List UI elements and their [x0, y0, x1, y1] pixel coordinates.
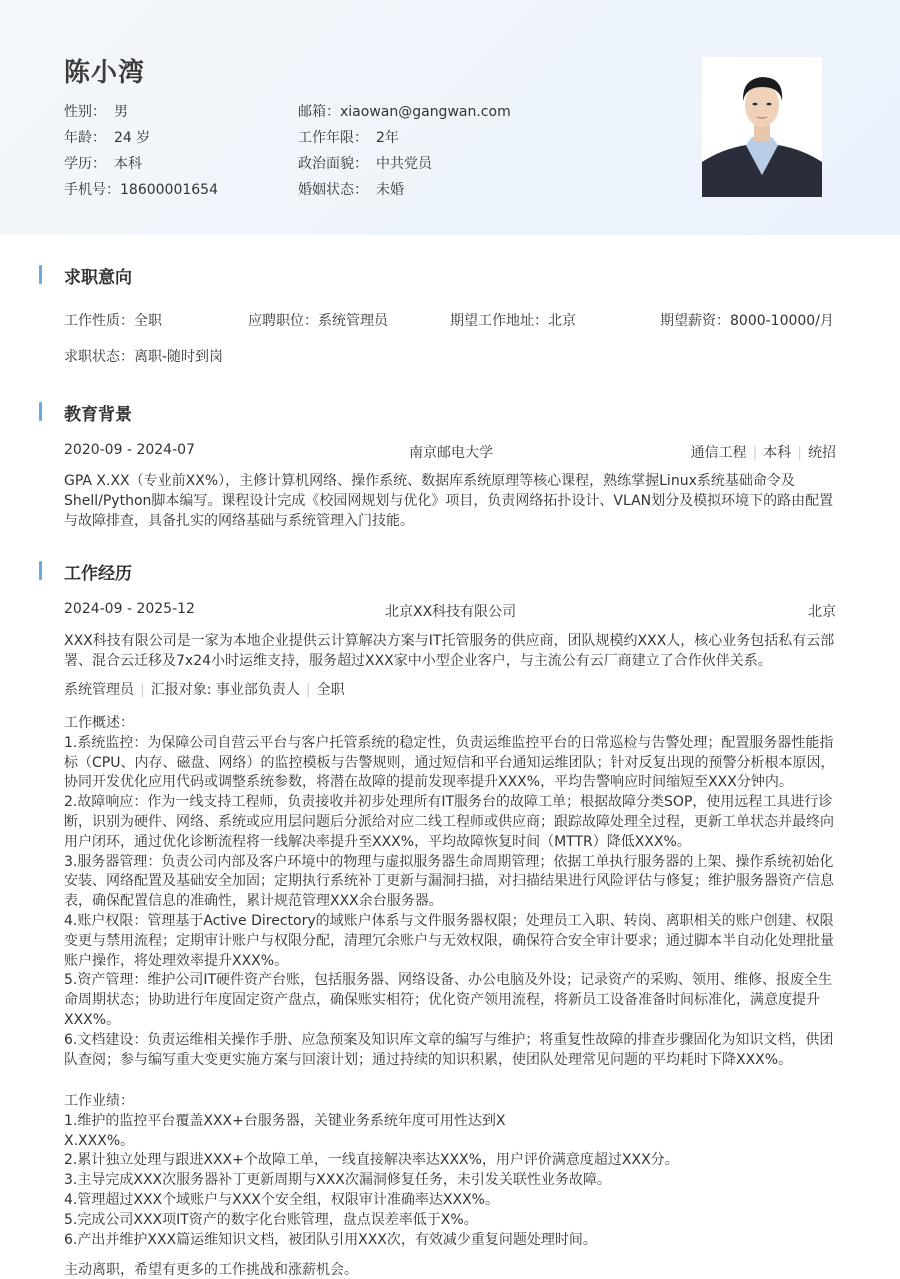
section-accent-bar — [39, 402, 42, 421]
work-company: 北京XX科技有限公司 — [385, 604, 517, 620]
work-achievements — [64, 1092, 840, 1250]
education-type: 统招 — [808, 445, 836, 461]
info-political-status: 政治面貌： 中共党员 — [298, 156, 432, 172]
profile-header — [0, 0, 900, 235]
overview-item: 1.系统监控：为保障公司自营云平台与客户托管系统的稳定性，负责运维监控平台的日常巡检与告警处理；配置服务器性能指标（CPU、内存、磁盘、网络）的监控模板与告警规则，通过短信和平台通知运维团队；针对反复出现的预警分析根本原因，协同开发优化应用代码或调整系统参数，将潜在故障的提前发现率提升XXX%，平均告警响应时间缩短至XXX分钟内。 — [64, 734, 835, 791]
education-degree: 本科 — [763, 445, 792, 461]
divider: | — [752, 445, 758, 461]
leave-reason: 主动离职，希望有更多的工作挑战和涨薪机会。 — [64, 1262, 358, 1278]
work-city: 北京 — [808, 604, 836, 620]
achievement-item: 4.管理超过XXX个域账户与XXX个安全组，权限审计准确率达XXX%。 — [64, 1191, 499, 1208]
section-title-work: 工作经历 — [64, 564, 132, 584]
work-overview — [64, 714, 840, 1070]
info-age: 年龄： 24 岁 — [64, 130, 151, 146]
achievement-item: 2.累计独立处理与跟进XXX+个故障工单，一线直接解决率达XXX%，用户评价满意度超过XXX分。 — [64, 1152, 679, 1169]
candidate-name: 陈小湾 — [64, 58, 146, 88]
intent-location: 期望工作地址：北京 — [450, 313, 576, 329]
info-phone: 手机号：18600001654 — [64, 182, 218, 198]
overview-item: 6.文档建设：负责运维相关操作手册、应急预案及知识库文章的编写与维护；将重复性故障的排查步骤固化为知识文档，供团队查阅；参与编写重大变更实施方案与回滚计划；通过持续的知识积累，使团队处理常见问题的平均耗时下降XXX%。 — [64, 1031, 834, 1068]
info-work-years: 工作年限： 2年 — [298, 130, 399, 146]
intent-work-type: 工作性质：全职 — [64, 313, 162, 329]
info-gender: 性别： 男 — [64, 104, 128, 120]
section-title-education: 教育背景 — [64, 405, 132, 425]
section-title-intent: 求职意向 — [64, 268, 132, 288]
education-period: 2020-09 - 2024-07 — [64, 442, 195, 458]
overview-title: 工作概述： — [64, 715, 134, 731]
overview-item: 5.资产管理：维护公司IT硬件资产台账，包括服务器、网络设备、办公电脑及外设；记录资产的采购、领用、维修、报废全生命周期状态；协助进行年度固定资产盘点，确保账实相符；优化资产领用流程，将新员工设备准备时间标准化，满意度提升XXX%。 — [64, 972, 833, 1028]
intent-salary: 期望薪资：8000-10000/月 — [660, 313, 834, 329]
education-description: GPA X.XX（专业前XX%），主修计算机网络、操作系统、数据库系统原理等核心课程，熟练掌握Linux系统基础命令及Shell/Python脚本编写。课程设计完成《校园网规划与优化》项目，负责网络拓扑设计、VLAN划分及模拟环境下的路由配置与故障排查，具备扎实的网络基础与系统管理入门技能。 — [64, 473, 834, 529]
overview-item: 2.故障响应：作为一线支持工程师，负责接收并初步处理所有IT服务台的故障工单；根据故障分类SOP，使用远程工具进行诊断，识别为硬件、网络、系统或应用层问题后分派给对应二线工程师或供应商；跟踪故障处理全过程，更新工单状态并最终向用户闭环，通过优化诊断流程将一线解决率提升至XXX%，平均故障恢复时间（MTTR）降低XXX%。 — [64, 794, 834, 850]
divider: | — [797, 445, 802, 461]
section-accent-bar — [39, 561, 42, 580]
achievements-title: 工作业绩： — [64, 1093, 134, 1109]
work-report-to: 汇报对象: 事业部负责人 — [150, 682, 300, 698]
divider: | — [305, 682, 311, 698]
section-accent-bar — [39, 265, 42, 284]
education-school: 南京邮电大学 — [409, 445, 493, 461]
achievement-item: 6.产出并维护XXX篇运维知识文档，被团队引用XXX次，有效减少重复问题处理时间。 — [64, 1231, 597, 1248]
intent-status: 求职状态：离职-随时到岗 — [64, 349, 224, 365]
overview-item: 3.服务器管理：负责公司内部及客户环境中的物理与虚拟服务器生命周期管理；依据工单执行服务器的上架、操作系统初始化安装、网络配置及基础安全加固；定期执行系统补丁更新与漏洞扫描，对扫描结果进行风险评估与修复；维护服务器资产信息表，确保配置信息的准确性，累计规范管理XXX余台服务器。 — [64, 853, 834, 910]
divider: | — [140, 682, 145, 698]
achievement-item: 1.维护的监控平台覆盖XXX+台服务器，关键业务系统年度可用性达到X — [64, 1112, 506, 1129]
company-description: XXX科技有限公司是一家为本地企业提供云计算解决方案与IT托管服务的供应商，团队规模约XXX人，核心业务包括私有云部署、混合云迁移及7x24小时运维支持，服务超过XXX家中小型企业客户，与主流公有云厂商建立了合作伙伴关系。 — [64, 633, 835, 669]
info-education: 学历： 本科 — [64, 156, 142, 172]
achievement-item: 3.主导完成XXX次服务器补丁更新周期与XXX次漏洞修复任务，未引发关联性业务故障。 — [64, 1172, 611, 1189]
person-photo-icon — [702, 57, 822, 197]
work-period: 2024-09 - 2025-12 — [64, 601, 195, 617]
info-marital-status: 婚姻状态： 未婚 — [298, 182, 404, 198]
achievement-item: X.XXX%。 — [64, 1132, 135, 1149]
intent-position: 应聘职位：系统管理员 — [248, 313, 388, 329]
education-major: 通信工程 — [690, 445, 747, 461]
work-meta — [64, 679, 345, 699]
work-position: 系统管理员 — [64, 682, 134, 698]
work-job-type: 全职 — [316, 682, 345, 698]
info-email: 邮箱：xiaowan@gangwan.com — [298, 104, 511, 120]
achievement-item: 5.完成公司XXX项IT资产的数字化台账管理，盘点误差率低于X%。 — [64, 1211, 478, 1228]
profile-photo — [702, 57, 822, 197]
overview-item: 4.账户权限：管理基于Active Directory的域账户体系与文件服务器权限；处理员工入职、转岗、离职相关的账户创建、权限变更与禁用流程；定期审计账户与权限分配，清理冗余账户与无效权限，确保符合安全审计要求；通过脚本半自动化处理批量账户操作，将处理效率提升XXX%。 — [64, 912, 834, 969]
education-meta — [691, 442, 836, 462]
